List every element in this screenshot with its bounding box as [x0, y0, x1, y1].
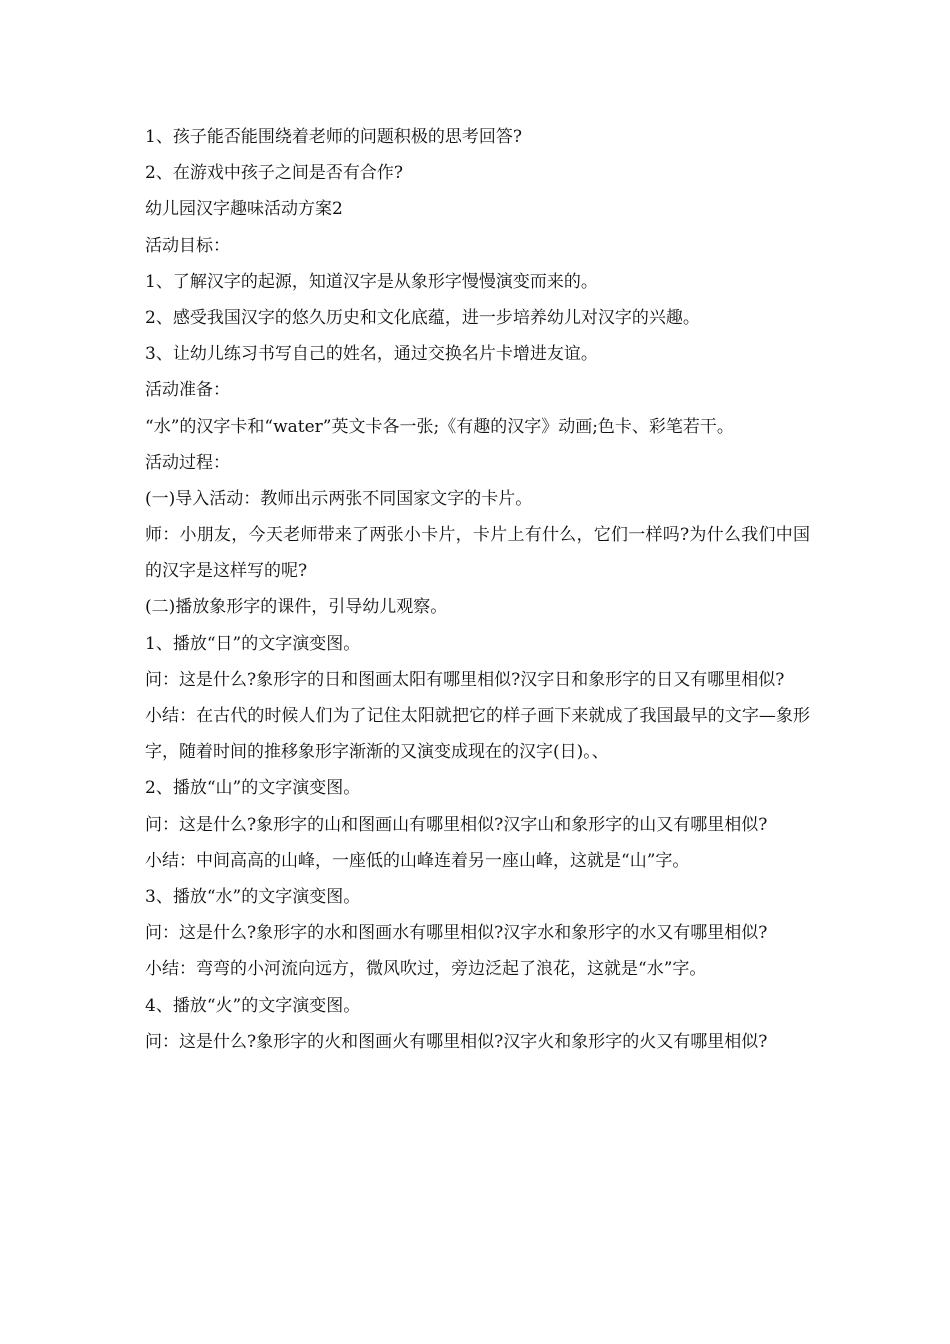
paragraph: 2、在游戏中孩子之间是否有合作? [145, 163, 403, 184]
section-heading: 活动准备： [145, 380, 230, 401]
section-heading: 活动目标： [145, 235, 230, 256]
paragraph: 3、播放“水”的文字演变图。 [145, 887, 361, 908]
paragraph: 1、了解汉字的起源，知道汉字是从象形字慢慢演变而来的。 [145, 271, 598, 292]
paragraph: 问：这是什么?象形字的日和图画太阳有哪里相似?汉字日和象形字的日又有哪里相似? [145, 669, 785, 690]
paragraph: (一)导入活动：教师出示两张不同国家文字的卡片。 [145, 488, 533, 509]
paragraph: 问：这是什么?象形字的火和图画火有哪里相似?汉字火和象形字的火又有哪里相似? [145, 1031, 768, 1052]
paragraph: 1、孩子能否能围绕着老师的问题积极的思考回答? [145, 127, 522, 147]
paragraph: 小结：弯弯的小河流向远方，微风吹过，旁边泛起了浪花，这就是“水”字。 [145, 959, 707, 980]
paragraph: 2、播放“山”的文字演变图。 [145, 778, 361, 799]
document-body [145, 119, 810, 1060]
paragraph: “水”的汉字卡和“water”英文卡各一张;《有趣的汉字》动画;色卡、彩笔若干。 [145, 416, 734, 437]
section-title: 幼儿园汉字趣味活动方案2 [145, 199, 343, 220]
paragraph: 小结：中间高高的山峰，一座低的山峰连着另一座山峰，这就是“山”字。 [145, 850, 690, 871]
paragraph: 小结：在古代的时候人们为了记住太阳就把它的样子画下来就成了我国最早的文字—象形字，随着时间的推移象形字渐渐的又演变成现在的汉字(日)。、 [145, 706, 810, 763]
paragraph: 问：这是什么?象形字的山和图画山有哪里相似?汉字山和象形字的山又有哪里相似? [145, 814, 768, 835]
paragraph: 2、感受我国汉字的悠久历史和文化底蕴，进一步培养幼儿对汉字的兴趣。 [145, 307, 700, 328]
paragraph: 3、让幼儿练习书写自己的姓名，通过交换名片卡增进友谊。 [145, 344, 598, 365]
paragraph: 4、播放“火”的文字演变图。 [145, 995, 361, 1016]
section-heading: 活动过程： [145, 452, 230, 473]
paragraph: 1、播放“日”的文字演变图。 [145, 633, 361, 654]
paragraph: (二)播放象形字的课件，引导幼儿观察。 [145, 597, 448, 618]
paragraph: 问：这是什么?象形字的水和图画水有哪里相似?汉字水和象形字的水又有哪里相似? [145, 923, 768, 944]
paragraph: 师：小朋友，今天老师带来了两张小卡片，卡片上有什么，它们一样吗?为什么我们中国的汉字是这样写的呢? [145, 525, 810, 582]
